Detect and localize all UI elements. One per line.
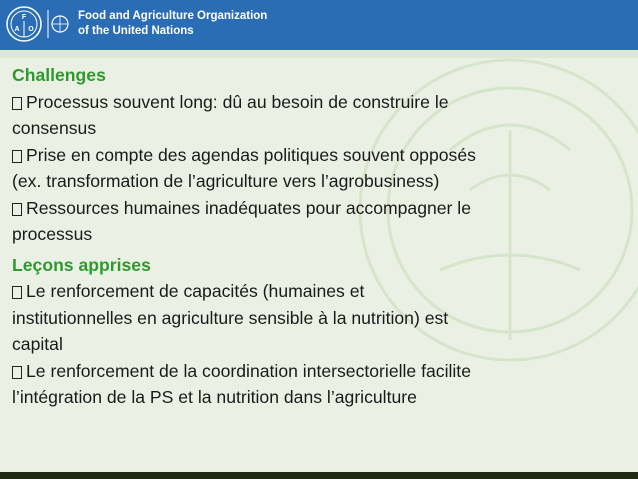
bullet-line: Ressources humaines inadéquates pour accompagner le <box>26 197 471 218</box>
bullet-item <box>12 89 632 142</box>
org-name-line1: Food and Agriculture Organization <box>78 10 268 22</box>
bullet-item <box>12 142 632 195</box>
bullet-line: Prise en compte des agendas politiques souvent opposés <box>26 144 476 165</box>
checkbox-bullet-icon <box>12 203 22 216</box>
bullet-item <box>12 195 632 248</box>
bullet-line: l’intégration de la PS et la nutrition dans l’agriculture <box>12 387 417 407</box>
bullet-line: Le renforcement de la coordination intersectorielle facilite <box>26 360 471 381</box>
section-heading: Challenges <box>12 65 106 85</box>
checkbox-bullet-icon <box>12 150 22 163</box>
bullet-line: consensus <box>12 118 97 138</box>
fao-logo-icon <box>4 4 70 44</box>
footer-bar <box>0 472 638 479</box>
bullet-line: capital <box>12 334 63 354</box>
section-heading: Leçons apprises <box>12 254 151 275</box>
bullet-item <box>12 278 632 358</box>
checkbox-bullet-icon <box>12 286 22 299</box>
svg-text:F: F <box>21 14 27 21</box>
section-challenges <box>12 62 632 248</box>
checkbox-bullet-icon <box>12 97 22 110</box>
slide-body <box>12 62 632 411</box>
bullet-item <box>12 358 632 411</box>
svg-text:A: A <box>14 26 20 33</box>
org-name-line2: of the United Nations <box>78 25 194 37</box>
bullet-line: (ex. transformation de l’agriculture vers l’agrobusiness) <box>12 171 440 191</box>
checkbox-bullet-icon <box>12 366 22 379</box>
bullet-line: Processus souvent long: dû au besoin de construire le <box>26 91 449 112</box>
bullet-line: institutionnelles en agriculture sensible à la nutrition) est <box>12 307 449 328</box>
header-band <box>0 50 638 58</box>
section-lessons <box>12 252 632 411</box>
bullet-line: processus <box>12 224 93 244</box>
bullet-line: Le renforcement de capacités (humaines et <box>26 281 365 301</box>
org-name <box>78 9 267 39</box>
svg-text:O: O <box>28 26 34 33</box>
header-bar <box>0 0 638 50</box>
